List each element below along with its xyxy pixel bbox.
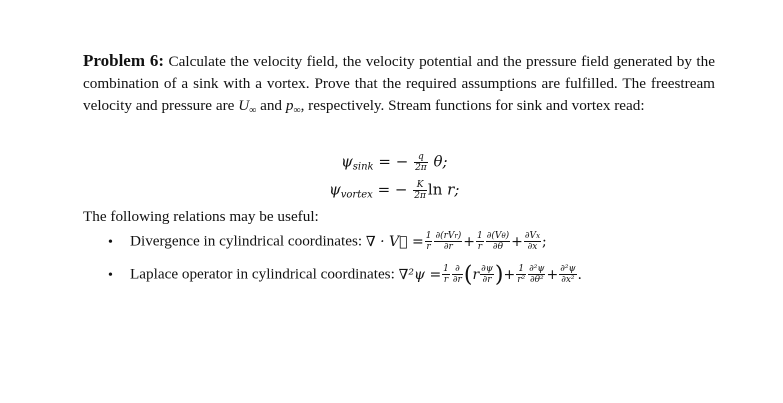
vortex-psi: ψ [329, 180, 341, 199]
u-inf-subscript: ∞ [249, 105, 257, 116]
vortex-fraction [413, 180, 427, 201]
vortex-equals: = − [377, 180, 408, 199]
div-frac-4 [486, 231, 510, 252]
div-plus-1: + [463, 233, 476, 250]
div-frac-2-num-main: ∂(rV [435, 231, 455, 241]
div-end: ; [542, 233, 547, 250]
sink-equation [341, 152, 448, 173]
lap-frac-3-den: ∂r [482, 275, 492, 285]
div-frac-5-num [524, 231, 541, 242]
vortex-tail: r; [442, 180, 460, 199]
lap-r: r [472, 266, 480, 283]
problem-paragraph [83, 50, 715, 122]
problem-title: Problem 6: [83, 51, 165, 70]
problem-text-1: Calculate the velocity field, the velocity potential and the pressure field generated by the combination of a sink with a vortex. Prove that the required assumptions are fulfilled. The freestream velocity and pressure are [83, 53, 715, 114]
div-frac-1 [425, 231, 433, 252]
lap-frac-2 [452, 264, 463, 285]
sink-frac-num: q [414, 152, 428, 163]
vortex-ln: ln [427, 180, 443, 199]
lap-end: . [577, 266, 582, 283]
relations-label: The following relations may be useful: [83, 208, 319, 225]
problem-text-and: and [256, 97, 286, 114]
problem-text-2: , respectively. Stream functions for sink and vortex read: [300, 97, 645, 114]
div-frac-5 [524, 231, 541, 252]
divergence-text: Divergence in cylindrical coordinates: [130, 232, 366, 250]
div-frac-5-num-main: ∂V [524, 231, 537, 241]
lap-frac-6-num: ∂²ψ [560, 264, 576, 274]
u-inf-symbol: U [238, 97, 250, 114]
sink-fraction [414, 152, 428, 173]
div-plus-2: + [511, 233, 523, 250]
lap-frac-4 [516, 264, 526, 285]
div-frac-2 [434, 231, 462, 252]
lap-frac-5-num: ∂²ψ [529, 264, 545, 274]
lap-plus-2: + [546, 266, 559, 283]
lap-frac-5 [528, 264, 545, 285]
problem-statement [83, 50, 715, 122]
div-frac-2-num [434, 231, 462, 242]
sink-frac-den: 2π [415, 163, 427, 173]
lap-plus-1: + [503, 266, 516, 283]
div-frac-4-num-main: ∂(V [486, 231, 502, 241]
lap-paren-close: ) [494, 262, 504, 287]
div-frac-4-den: ∂θ [492, 242, 503, 252]
p-inf-subscript: ∞ [293, 105, 301, 116]
divergence-lhs: ∇ · V⃗ = [365, 233, 424, 250]
sink-subscript: sink [352, 161, 374, 173]
vortex-frac-num: K [413, 180, 427, 191]
lap-frac-1-den: r [443, 275, 449, 285]
lap-frac-4-num: 1 [516, 264, 526, 275]
div-frac-2-num-sub: r [454, 232, 458, 240]
bullet-marker: • [108, 234, 113, 250]
lap-frac-3 [480, 264, 494, 285]
lap-frac-2-num: ∂ [452, 264, 463, 275]
div-frac-1-den: r [426, 242, 431, 252]
div-frac-3 [476, 231, 484, 252]
sink-psi: ψ [341, 152, 353, 171]
lap-frac-3-num: ∂ψ [481, 264, 493, 274]
laplace-text: Laplace operator in cylindrical coordinates: [130, 265, 399, 283]
div-frac-3-num: 1 [477, 231, 483, 241]
lap-frac-6 [559, 264, 576, 285]
lap-paren-open: ( [463, 262, 473, 287]
laplace-formula [398, 262, 582, 287]
lap-frac-5-den: ∂θ² [529, 275, 544, 285]
div-frac-2-num-end: ) [457, 231, 462, 241]
div-frac-1-num: 1 [425, 231, 432, 241]
vortex-subscript: vortex [340, 189, 373, 201]
div-frac-2-den: ∂r [443, 242, 453, 252]
lap-frac-6-den: ∂x² [561, 275, 575, 285]
sink-tail: θ; [433, 152, 448, 171]
lap-frac-1-num: 1 [443, 264, 449, 274]
bullet-marker: • [108, 267, 113, 283]
div-frac-3-den: r [477, 242, 483, 252]
lap-frac-2-den: ∂r [452, 275, 462, 285]
divergence-bullet [108, 231, 547, 252]
div-frac-4-num [486, 231, 510, 242]
divergence-formula [365, 231, 547, 252]
laplace-bullet [108, 262, 582, 287]
div-frac-4-num-sub: θ [501, 232, 506, 240]
vortex-frac-den: 2π [414, 191, 426, 201]
sink-equals: = − [378, 152, 409, 171]
laplace-lhs: ∇²ψ = [398, 266, 442, 283]
lap-frac-1 [442, 264, 450, 285]
lap-frac-4-den: r² [517, 275, 526, 285]
div-frac-5-den: ∂x [527, 242, 538, 252]
vortex-equation [329, 180, 459, 201]
div-frac-5-num-sub: x [536, 232, 541, 240]
div-frac-4-num-end: ) [505, 231, 510, 241]
p-inf-symbol: p [285, 97, 294, 114]
